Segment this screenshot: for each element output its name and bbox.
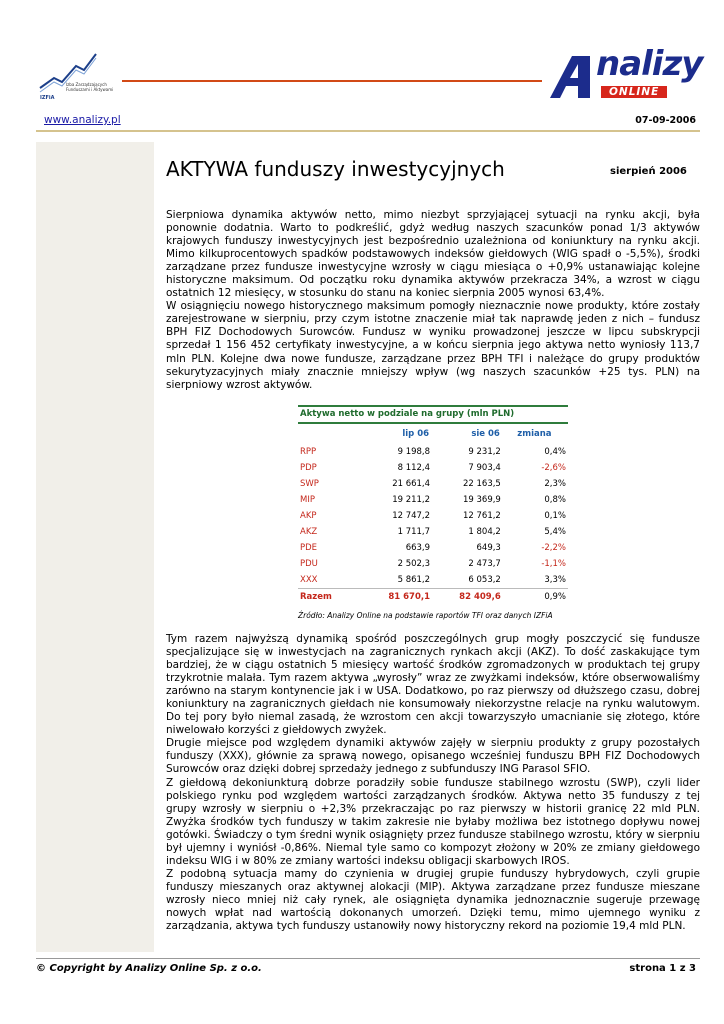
table-row bbox=[298, 524, 568, 540]
row-sie: 2 473,7 bbox=[468, 559, 501, 569]
row-code: MIP bbox=[300, 495, 315, 505]
row-code: PDE bbox=[300, 543, 318, 553]
table-header-empty bbox=[298, 424, 359, 444]
row-sie: 22 163,5 bbox=[462, 479, 501, 489]
row-code: AKZ bbox=[300, 527, 318, 537]
row-code: XXX bbox=[300, 575, 318, 585]
table-row bbox=[298, 444, 568, 460]
row-sie: 1 804,2 bbox=[468, 527, 501, 537]
row-lip: 21 661,4 bbox=[392, 479, 431, 489]
total-change: 0,9% bbox=[501, 589, 568, 606]
row-lip: 9 198,8 bbox=[397, 447, 431, 457]
footer-page-number: strona 1 z 3 bbox=[629, 963, 696, 974]
row-lip: 663,9 bbox=[405, 543, 431, 553]
row-lip: 5 861,2 bbox=[397, 575, 431, 585]
row-change: -2,2% bbox=[541, 543, 566, 553]
row-code: PDP bbox=[300, 463, 317, 473]
row-lip: 8 112,4 bbox=[397, 463, 431, 473]
row-change: 0,1% bbox=[544, 511, 566, 521]
row-code: AKP bbox=[300, 511, 317, 521]
row-sie: 7 903,4 bbox=[468, 463, 501, 473]
row-lip: 19 211,2 bbox=[392, 495, 431, 505]
row-sie: 12 761,2 bbox=[462, 511, 501, 521]
row-change: 5,4% bbox=[544, 527, 566, 537]
report-date: 07-09-2006 bbox=[635, 115, 696, 126]
table-header-change: zmiana bbox=[517, 429, 552, 439]
left-margin-column bbox=[36, 142, 154, 952]
total-label: Razem bbox=[298, 589, 359, 606]
table-total-row bbox=[298, 589, 568, 606]
table-source: Źródło: Analizy Online na podstawie raportów TFI oraz danych IZFiA bbox=[298, 611, 553, 620]
table-row bbox=[298, 572, 568, 589]
body-paragraph-1: Sierpniowa dynamika aktywów netto, mimo niezbyt sprzyjającej sytuacji na rynku akcji, była ponownie dodatnia. Warto to podkreślić, gdyż według naszych szacunków ponad 1/3 aktywów krajowych funduszy inwestycyjnych jest bezpośrednio uzależniona od koniunktury na rynku akcji. Mimo kilkuprocentowych spadków podstawowych indeksów giełdowych (WIG spadł o -5,5%), środki zarządzane przez fundusze inwestycyjne wzrosły w ciągu miesiąca o +0,9% ustanawiając kolejne historyczne maksimum. Od początku roku dynamika aktywów przekracza 34%, a wzrost w ciągu ostatnich 12 miesięcy, w stosunku do stanu na koniec sierpnia 2005 wynosi 63,4%. W osiągnięciu nowego historycznego maksimum pomogły nieznacznie nowe produkty, które zostały zarejestrowane w sierpniu, przy czym istotne znaczenie miał tak naprawdę jeden z nich – fundusz BPH FIZ Dochodowych Surowców. Fundusz w wyniku prowadzonej jeszcze w lipcu subskrypcji sprzedał 1 156 452 certyfikaty inwestycyjne, a w końcu sierpnia jego aktywa netto wyniosły 113,7 mln PLN. Kolejne dwa nowe fundusze, zarządzane przez BPH TFI i należące do grupy produktów sekurytyzacyjnych miały znacznie mniejszy wpływ (wg naszych szacunków +25 tys. PLN) na sierpniowy wzrost aktywów. bbox=[166, 209, 700, 391]
table-row bbox=[298, 492, 568, 508]
row-sie: 19 369,9 bbox=[462, 495, 501, 505]
row-lip: 2 502,3 bbox=[397, 559, 431, 569]
row-change: -1,1% bbox=[541, 559, 566, 569]
table-header-sie: sie 06 bbox=[471, 429, 500, 439]
row-sie: 9 231,2 bbox=[468, 447, 501, 457]
table-row bbox=[298, 540, 568, 556]
total-sie: 82 409,6 bbox=[430, 589, 501, 606]
row-change: 3,3% bbox=[544, 575, 566, 585]
table-header-lip: lip 06 bbox=[402, 429, 430, 439]
footer-copyright: © Copyright by Analizy Online Sp. z o.o. bbox=[36, 963, 262, 974]
analizy-logo-icon bbox=[546, 52, 596, 102]
table-body bbox=[298, 444, 568, 605]
header-divider bbox=[122, 80, 542, 82]
row-change: 2,3% bbox=[544, 479, 566, 489]
brand-subtitle: ONLINE bbox=[601, 86, 667, 98]
page-title: AKTYWA funduszy inwestycyjnych bbox=[166, 157, 505, 181]
body-paragraph-2: Tym razem najwyższą dynamiką spośród poszczególnych grup mogły poszczycić się fundusze specjalizujące się w inwestycjach na zagranicznych rynkach akcji (AKZ). To dość zaskakujące tym bardziej, że w ciągu ostatnich 5 miesięcy wartość środków zgromadzonych w produktach tej grupy trzykrotnie malała. Tym razem aktywa „wyrosły” wraz ze zwyżkami indeksów, które obserwowaliśmy zarówno na starym kontynencie jak i w USA. Dodatkowo, po raz pierwszy od dłuższego czasu, dobrej koniunktury na zagranicznych giełdach nie konsumowały niekorzystne relacje na rynku walutowym. Do tej pory było niemal zasadą, że wzrostom cen akcji towarzyszyło umacnianie się złotego, które niwelowało korzyści z giełdowych zwyżek. Drugie miejsce pod względem dynamiki aktywów zajęły w sierpniu produkty z grupy pozostałych funduszy (XXX), głównie za sprawą nowego, opisanego wcześniej funduszu BPH FIZ Dochodowych Surowców oraz dzięki dobrej sprzedaży jednego z subfunduszy ING Parasol SFIO. Z giełdową dekoniunkturą dobrze poradziły sobie fundusze stabilnego wzrostu (SWP), czyli lider polskiego rynku pod względem wartości zarządzanych środków. Aktywa netto 35 funduszy z tej grupy wzrosły w sierpniu o +2,3% przekraczając po raz pierwszy w historii granicę 22 mld PLN. Zwyżka środków tych funduszy w takim zakresie nie byłaby możliwa bez istotnego dopływu nowej gotówki. Świadczy o tym średni wynik osiągnięty przez fundusze stabilnego wzrostu, który w sierpniu był ujemny i wyniósł -0,86%. Niemal tyle samo co kompozyt złożony w 20% ze zmiany giełdowego indeksu WIG i w 80% ze zmiany wartości indeksu obligacji skarbowych IROS. Z podobną sytuacja mamy do czynienia w drugiej grupie funduszy hybrydowych, czyli grupie funduszy mieszanych oraz aktywnej alokacji (MIP). Aktywa zarządzane przez fundusze mieszane wzrosły nieco mniej niż cały rynek, ale osiągnięta dynamika jednoznacznie sugeruje przewagę nowych wpłat nad wartością dokonanych umorzeń. Dzięki temu, mimo ujemnego wyniku z zarządzania, aktywa tych funduszy ustanowiły nowy historyczny rekord na poziomie 19,4 mld PLN. bbox=[166, 633, 700, 933]
row-lip: 12 747,2 bbox=[392, 511, 431, 521]
row-change: 0,8% bbox=[544, 495, 566, 505]
assets-table bbox=[298, 405, 568, 620]
table-row bbox=[298, 556, 568, 572]
izfia-description: Izba Zarządzających Funduszami i Aktywami bbox=[66, 82, 114, 92]
row-sie: 649,3 bbox=[476, 543, 501, 553]
row-code: RPP bbox=[300, 447, 317, 457]
table-row bbox=[298, 476, 568, 492]
report-period: sierpień 2006 bbox=[610, 166, 687, 177]
table-title: Aktywa netto w podziale na grupy (mln PLN) bbox=[298, 405, 568, 422]
total-lip: 81 670,1 bbox=[359, 589, 430, 606]
table-row bbox=[298, 508, 568, 524]
row-code: SWP bbox=[300, 479, 319, 489]
row-sie: 6 053,2 bbox=[468, 575, 501, 585]
izfia-name: IZFiA bbox=[40, 95, 55, 101]
row-change: -2,6% bbox=[541, 463, 566, 473]
row-change: 0,4% bbox=[544, 447, 566, 457]
site-link[interactable]: www.analizy.pl bbox=[44, 114, 121, 126]
brand-name: nalizy bbox=[596, 44, 703, 84]
header-underline bbox=[36, 130, 700, 132]
footer-divider bbox=[36, 958, 700, 959]
row-lip: 1 711,7 bbox=[397, 527, 431, 537]
table-row bbox=[298, 460, 568, 476]
row-code: PDU bbox=[300, 559, 318, 569]
